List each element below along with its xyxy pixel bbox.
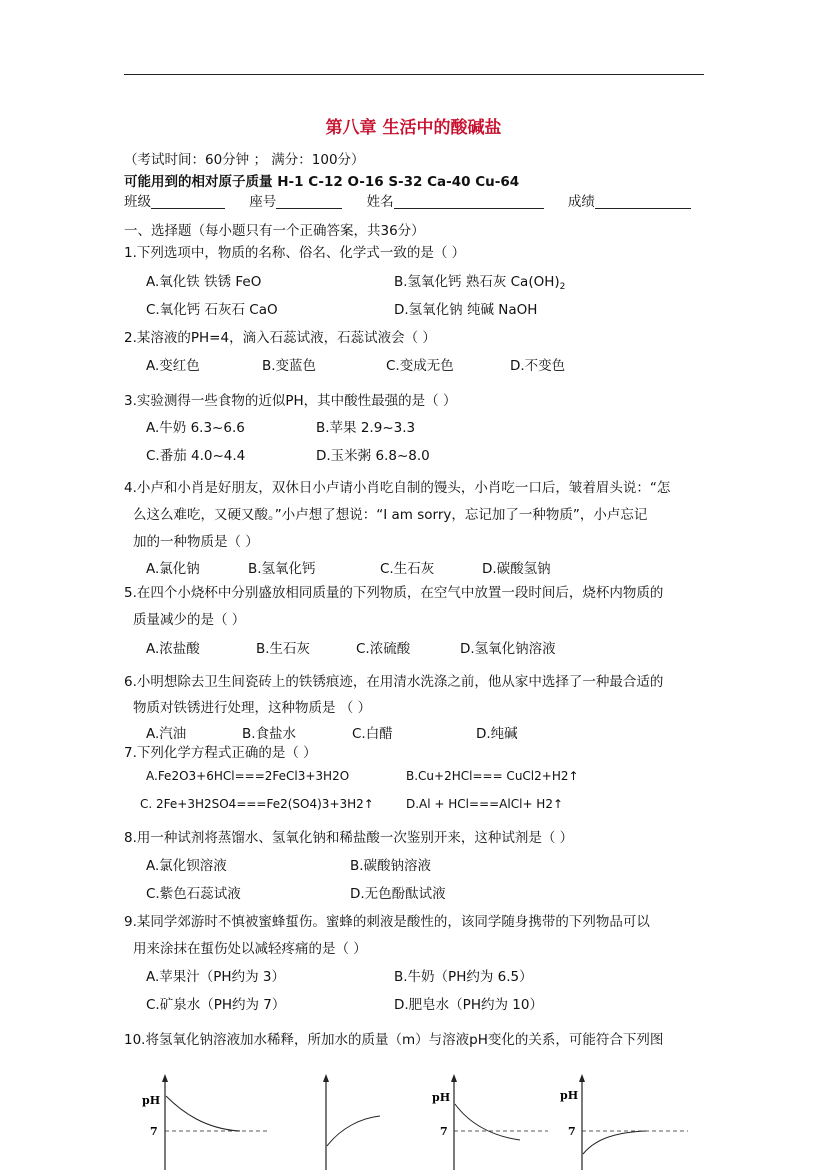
q9-stem-line2: 用来涂抹在蜇伤处以减轻疼痛的是（ ） [133, 941, 367, 957]
q9-option-b: B.牛奶（PH约为 6.5） [394, 969, 533, 985]
q7-option-b: B.Cu+2HCl=== CuCl2+H2↑ [406, 769, 579, 783]
q3-stem: 3.实验测得一些食物的近似PH，其中酸性最强的是（ ） [124, 393, 457, 409]
q6-option-c: C.白醋 [352, 726, 393, 742]
q1-option-a: A.氧化铁 铁锈 FeO [146, 274, 262, 290]
graph-a-seven: 7 [150, 1125, 158, 1138]
q9-option-c: C.矿泉水（PH约为 7） [146, 997, 286, 1013]
class-label: 班级 [124, 194, 151, 210]
q10-graph-a [130, 1074, 280, 1170]
q1-option-c: C.氧化钙 石灰石 CaO [146, 302, 278, 318]
q3-option-c: C.番茄 4.0~4.4 [146, 448, 246, 464]
q5-option-a: A.浓盐酸 [146, 641, 200, 657]
graph-d-seven: 7 [568, 1125, 576, 1138]
q4-option-b: B.氢氧化钙 [248, 561, 316, 577]
q5-option-c: C.浓硫酸 [356, 641, 411, 657]
q4-option-d: D.碳酸氢钠 [482, 561, 551, 577]
score-blank[interactable] [595, 194, 691, 209]
q2-option-c: C.变成无色 [386, 358, 454, 374]
q5-option-d: D.氢氧化钠溶液 [460, 641, 556, 657]
page-title: 第八章 生活中的酸碱盐 [325, 118, 502, 138]
q3-option-d: D.玉米粥 6.8~8.0 [316, 448, 430, 464]
q4-option-a: A.氯化钠 [146, 561, 200, 577]
q7-option-a: A.Fe2O3+6HCl===2FeCl3+3H2O [146, 769, 350, 783]
section-heading: 一、选择题（每小题只有一个正确答案，共36分） [124, 223, 425, 239]
graph-c-ylabel: pH [432, 1091, 451, 1104]
q6-option-a: A.汽油 [146, 726, 187, 742]
class-blank[interactable] [151, 194, 225, 209]
name-label: 姓名 [366, 194, 394, 210]
q3-option-a: A.牛奶 6.3~6.6 [146, 420, 245, 436]
q9-option-d: D.肥皂水（PH约为 10） [394, 997, 543, 1013]
q6-stem-line1: 6.小明想除去卫生间瓷砖上的铁锈痕迹，在用清水洗涤之前，他从家中选择了一种最合适的 [124, 674, 664, 690]
q6-option-b: B.食盐水 [242, 726, 297, 742]
q9-option-a: A.苹果汁（PH约为 3） [146, 969, 285, 985]
q4-stem-line1: 4.小卢和小肖是好朋友，双休日小卢请小肖吃自制的馒头，小肖吃一口后，皱着眉头说：“怎 [124, 480, 671, 496]
seat-label: 座号 [249, 194, 277, 210]
q6-option-d: D.纯碱 [476, 726, 518, 742]
q10-graph-b [300, 1074, 400, 1170]
q8-option-a: A.氯化钡溶液 [146, 858, 227, 874]
q2-option-d: D.不变色 [510, 358, 566, 374]
q7-stem: 7.下列化学方程式正确的是（ ） [124, 745, 317, 761]
q1-option-b: B.氢氧化钙 熟石灰 $Ca(OH)_2$ [394, 274, 566, 292]
q10-graph-c [420, 1074, 560, 1170]
q6-stem-line2: 物质对铁锈进行处理，这种物质是 （ ） [133, 700, 372, 716]
q3-option-b: B.苹果 2.9~3.3 [316, 420, 416, 436]
q5-option-b: B.生石灰 [256, 641, 311, 657]
graph-a-ylabel: pH [142, 1094, 161, 1107]
q10-stem: 10.将氢氧化钠溶液加水稀释，所加水的质量（m）与溶液pH变化的关系，可能符合下列图 [124, 1032, 664, 1048]
q7-option-c: C. 2Fe+3H2SO4===Fe2(SO4)3+3H2↑ [140, 797, 374, 811]
header-rule [124, 74, 704, 75]
atomic-mass-line: 可能用到的相对原子质量 H-1 C-12 O-16 S-32 Ca-40 Cu-64 [124, 174, 520, 190]
q2-option-a: A.变红色 [146, 358, 200, 374]
q5-stem-line1: 5.在四个小烧杯中分别盛放相同质量的下列物质，在空气中放置一段时间后，烧杯内物质的 [124, 585, 664, 601]
seat-blank[interactable] [276, 194, 342, 209]
q4-option-c: C.生石灰 [380, 561, 435, 577]
q4-stem-line2: 么这么难吃，又硬又酸。”小卢想了想说：“I am sorry，忘记加了一种物质”，小卢忘记 [133, 507, 648, 523]
q8-stem: 8.用一种试剂将蒸馏水、氢氧化钠和稀盐酸一次鉴别开来，这种试剂是（ ） [124, 830, 574, 846]
q8-option-d: D.无色酚酞试液 [350, 886, 446, 902]
name-blank[interactable] [394, 194, 544, 209]
q10-graph-d [556, 1074, 696, 1170]
q2-option-b: B.变蓝色 [262, 358, 317, 374]
q2-stem: 2.某溶液的PH=4，滴入石蕊试液，石蕊试液会（ ） [124, 330, 436, 346]
exam-info: （考试时间：60分钟 ； 满分：100分） [124, 152, 365, 168]
graph-c-seven: 7 [440, 1125, 448, 1138]
q8-option-c: C.紫色石蕊试液 [146, 886, 241, 902]
q1-option-d: D.氢氧化钠 纯碱 NaOH [394, 302, 538, 318]
score-label: 成绩 [567, 194, 595, 210]
graph-d-ylabel: pH [560, 1089, 579, 1102]
q8-option-b: B.碳酸钠溶液 [350, 858, 432, 874]
student-info-row [124, 190, 691, 210]
q7-option-d: D.Al + HCl===AlCl+ H2↑ [406, 797, 564, 811]
q1-stem: 1.下列选项中，物质的名称、俗名、化学式一致的是（ ） [124, 245, 466, 261]
q9-stem-line1: 9.某同学郊游时不慎被蜜蜂蜇伤。蜜蜂的刺液是酸性的，该同学随身携带的下列物品可以 [124, 914, 650, 930]
q4-stem-line3: 加的一种物质是（ ） [133, 534, 259, 550]
q5-stem-line2: 质量减少的是（ ） [133, 612, 246, 628]
